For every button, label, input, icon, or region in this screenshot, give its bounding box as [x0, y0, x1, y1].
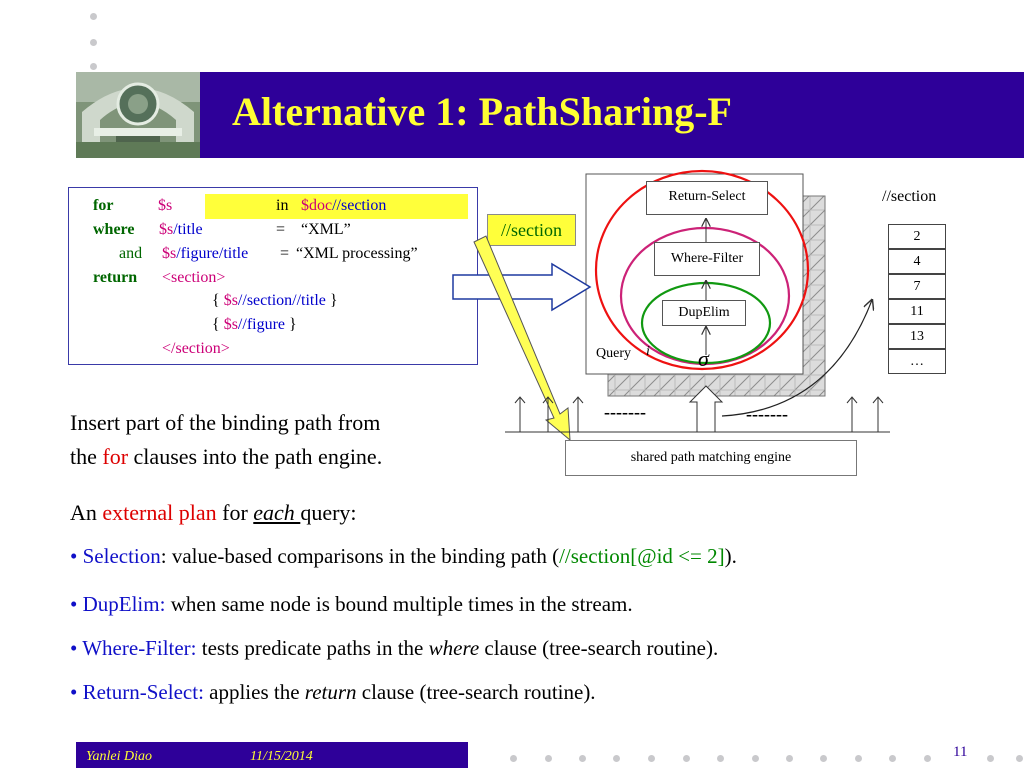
decor-dot	[752, 755, 759, 762]
decor-dot	[545, 755, 552, 762]
and-value: “XML processing”	[296, 245, 418, 262]
return-expr-figure: { $s//figure }	[212, 316, 297, 333]
decor-dot	[648, 755, 655, 762]
query-line-for	[93, 196, 113, 216]
section-path-label: //section	[487, 214, 576, 246]
explanation-line-1: Insert part of the binding path from	[70, 410, 381, 435]
decor-dot	[924, 755, 931, 762]
decor-dot	[717, 755, 724, 762]
list-title: //section	[882, 188, 937, 205]
slide-title: Alternative 1: PathSharing-F	[232, 89, 732, 134]
dashes-left: -------	[604, 402, 646, 422]
sigma-symbol: σ	[698, 346, 709, 371]
where-filter-node: Where-Filter	[654, 242, 760, 276]
bullet-dupelim: • DupElim: when same node is bound multiple times in the stream.	[70, 592, 633, 616]
decor-dot	[683, 755, 690, 762]
and-operator: =	[280, 245, 290, 262]
decor-dot	[613, 755, 620, 762]
dashes-right: -------	[746, 404, 788, 424]
list-item: 13	[888, 324, 946, 349]
where-path: $s/title	[159, 221, 203, 238]
decor-dot	[90, 63, 97, 70]
bullet-return-select: • Return-Select: applies the return clause (tree-search routine).	[70, 680, 596, 704]
decor-dot	[579, 755, 586, 762]
keyword-and: and	[119, 245, 143, 262]
return-expr-title: { $s//section//title }	[212, 292, 338, 309]
where-operator: =	[276, 221, 286, 238]
return-close-tag: </section>	[162, 340, 230, 357]
return-open-tag: <section>	[162, 269, 226, 286]
decor-dot	[1016, 755, 1023, 762]
dupelim-node: DupElim	[662, 300, 746, 326]
list-item: 11	[888, 299, 946, 324]
list-item: 4	[888, 249, 946, 274]
and-path: $s/figure/title	[162, 245, 249, 262]
footer-author: Yanlei Diao	[86, 749, 152, 764]
big-arrow-right	[453, 264, 590, 310]
bullet-selection: • Selection: value-based comparisons in the binding path (//section[@id <= 2]).	[70, 544, 737, 568]
keyword-return: return	[93, 269, 138, 286]
page-number: 11	[953, 744, 968, 760]
keyword-where: where	[93, 221, 135, 238]
decor-dot	[855, 755, 862, 762]
decor-dot	[820, 755, 827, 762]
decor-dot	[90, 39, 97, 46]
list-item: 7	[888, 274, 946, 299]
decor-dot	[987, 755, 994, 762]
footer-date: 11/15/2014	[250, 749, 313, 764]
source-path: $doc//section	[301, 197, 387, 214]
where-value: “XML”	[301, 221, 351, 238]
query-var: $s	[158, 197, 173, 214]
decor-dot	[786, 755, 793, 762]
query-index: i	[646, 344, 650, 359]
decor-dot	[889, 755, 896, 762]
list-item: 2	[888, 224, 946, 249]
explanation-line-2: the for clauses into the path engine.	[70, 444, 383, 469]
keyword-in: in	[276, 197, 289, 214]
keyword-for: for	[93, 197, 114, 214]
decor-dot	[510, 755, 517, 762]
decor-dot	[90, 13, 97, 20]
query-label: Query	[596, 346, 631, 361]
title-banner-rule	[76, 156, 1024, 158]
shared-path-engine-box: shared path matching engine	[565, 440, 857, 476]
list-item: …	[888, 349, 946, 374]
bullet-where-filter: • Where-Filter: tests predicate paths in the where clause (tree-search routine).	[70, 636, 719, 660]
gate-logo-image	[76, 72, 200, 158]
return-select-node: Return-Select	[646, 181, 768, 215]
plan-intro: An external plan for each query:	[70, 500, 357, 525]
